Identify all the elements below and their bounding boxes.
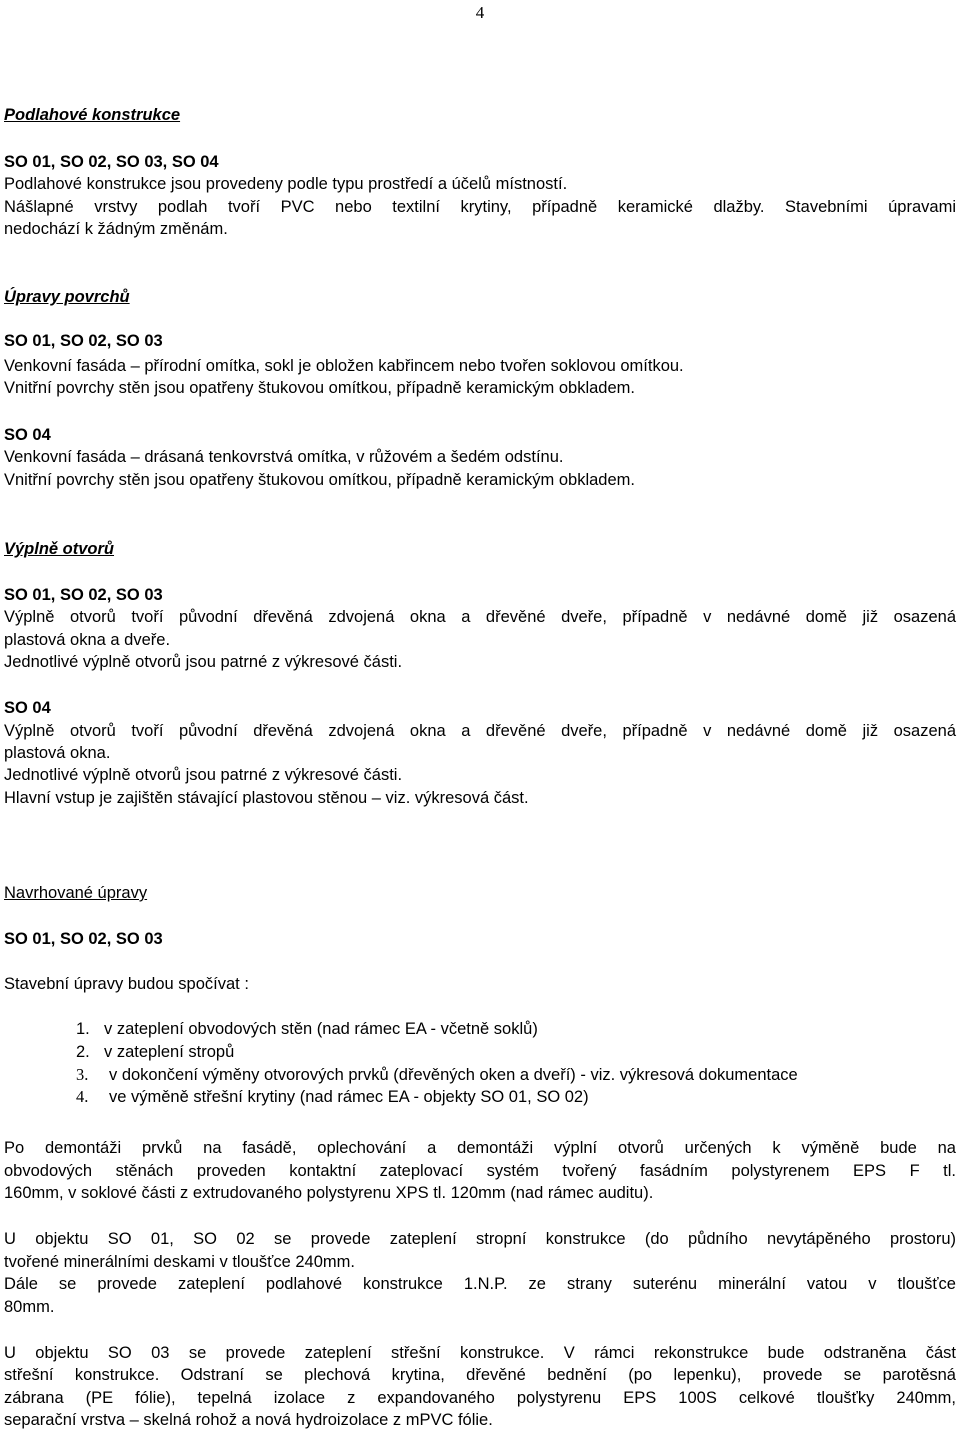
object-label: SO 04	[4, 426, 51, 444]
text-line: Po demontáži prvků na fasádě, oplechování a demontáži výplní otvorů určených k výměně bude na	[4, 1139, 956, 1157]
list-number: 3.	[76, 1065, 89, 1084]
text-line: Výplně otvorů tvoří původní dřevěná zdvojená okna a dřevěné dveře, případně v nedávné domě již osazená	[4, 608, 956, 626]
text-line: Dále se provede zateplení podlahové konstrukce 1.N.P. ze strany suterénu minerální vatou v tloušťce	[4, 1275, 956, 1293]
object-label: SO 01, SO 02, SO 03	[4, 930, 163, 948]
text-line: Jednotlivé výplně otvorů jsou patrné z výkresové části.	[4, 766, 403, 784]
list-item	[0, 1018, 960, 1040]
text-line: 80mm.	[4, 1298, 55, 1316]
text-line: zábrana (PE fólie), tepelná izolace z expandovaného polystyrenu EPS 100S celkové tloušťky 240mm,	[4, 1389, 956, 1407]
text-line: U objektu SO 01, SO 02 se provede zateplení stropní konstrukce (do půdního nevytápěného prostoru)	[4, 1230, 956, 1248]
intro-text: Stavební úpravy budou spočívat :	[4, 975, 249, 993]
text-line: Venkovní fasáda – drásaná tenkovrstvá omítka, v růžovém a šedém odstínu.	[4, 448, 564, 466]
list-item	[0, 1086, 960, 1108]
object-label: SO 01, SO 02, SO 03, SO 04	[4, 153, 219, 171]
text-line: 160mm, v soklové části z extrudovaného polystyrenu XPS tl. 120mm (nad rámec auditu).	[4, 1184, 654, 1202]
object-label: SO 01, SO 02, SO 03	[4, 586, 163, 604]
text-line: Podlahové konstrukce jsou provedeny podle typu prostředí a účelů místností.	[4, 175, 568, 193]
text-line: Hlavní vstup je zajištěn stávající plastovou stěnou – viz. výkresová část.	[4, 789, 529, 807]
list-text: v dokončení výměny otvorových prvků (dřevěných oken a dveří) - viz. výkresová dokumentace	[109, 1066, 798, 1084]
page-number: 4	[475, 3, 485, 22]
text-line: Venkovní fasáda – přírodní omítka, sokl je obložen kabřincem nebo tvořen soklovou omítkou.	[4, 357, 684, 375]
text-line: obvodových stěnách proveden kontaktní zateplovací systém tvořený fasádním polystyrenem EPS F tl.	[4, 1162, 956, 1180]
text-line: Jednotlivé výplně otvorů jsou patrné z výkresové části.	[4, 653, 403, 671]
list-number: 1.	[76, 1020, 90, 1038]
object-label: SO 01, SO 02, SO 03	[4, 332, 163, 350]
list-text: v zateplení obvodových stěn (nad rámec EA - včetně soklů)	[104, 1020, 538, 1038]
text-line: Vnitřní povrchy stěn jsou opatřeny štukovou omítkou, případně keramickým obkladem.	[4, 471, 635, 489]
list-text: v zateplení stropů	[104, 1043, 235, 1061]
list-number: 2.	[76, 1043, 90, 1061]
text-line: plastová okna a dveře.	[4, 631, 171, 649]
text-line: nedochází k žádným změnám.	[4, 220, 228, 238]
text-line: plastová okna.	[4, 744, 111, 762]
text-line: Výplně otvorů tvoří původní dřevěná zdvojená okna a dřevěné dveře, případně v nedávné domě již osazená	[4, 722, 956, 740]
list-number: 4.	[76, 1087, 89, 1106]
list-item	[0, 1041, 960, 1063]
list-text: ve výměně střešní krytiny (nad rámec EA - objekty SO 01, SO 02)	[109, 1088, 589, 1106]
section-heading-vyplne: Výplně otvorů	[4, 540, 115, 558]
section-heading-upravy: Úpravy povrchů	[4, 288, 130, 306]
list-item	[0, 1064, 960, 1086]
text-line: Vnitřní povrchy stěn jsou opatřeny štukovou omítkou, případně keramickým obkladem.	[4, 379, 635, 397]
text-line: U objektu SO 03 se provede zateplení střešní konstrukce. V rámci rekonstrukce bude odstraněna část	[4, 1344, 956, 1362]
section-heading-navrhovane: Navrhované úpravy	[4, 884, 148, 902]
text-line: separační vrstva – skelná rohož a nová hydroizolace z mPVC fólie.	[4, 1411, 493, 1429]
text-line: Nášlapné vrstvy podlah tvoří PVC nebo textilní krytiny, případně keramické dlažby. Stavebními úpravami	[4, 198, 956, 216]
section-heading-podlahove: Podlahové konstrukce	[4, 106, 181, 124]
text-line: tvořené minerálními deskami v tloušťce 240mm.	[4, 1253, 355, 1271]
object-label: SO 04	[4, 699, 51, 717]
text-line: střešní konstrukce. Odstraní se plechová krytina, dřevěné bednění (po lepenku), provede se parotěsná	[4, 1366, 956, 1384]
